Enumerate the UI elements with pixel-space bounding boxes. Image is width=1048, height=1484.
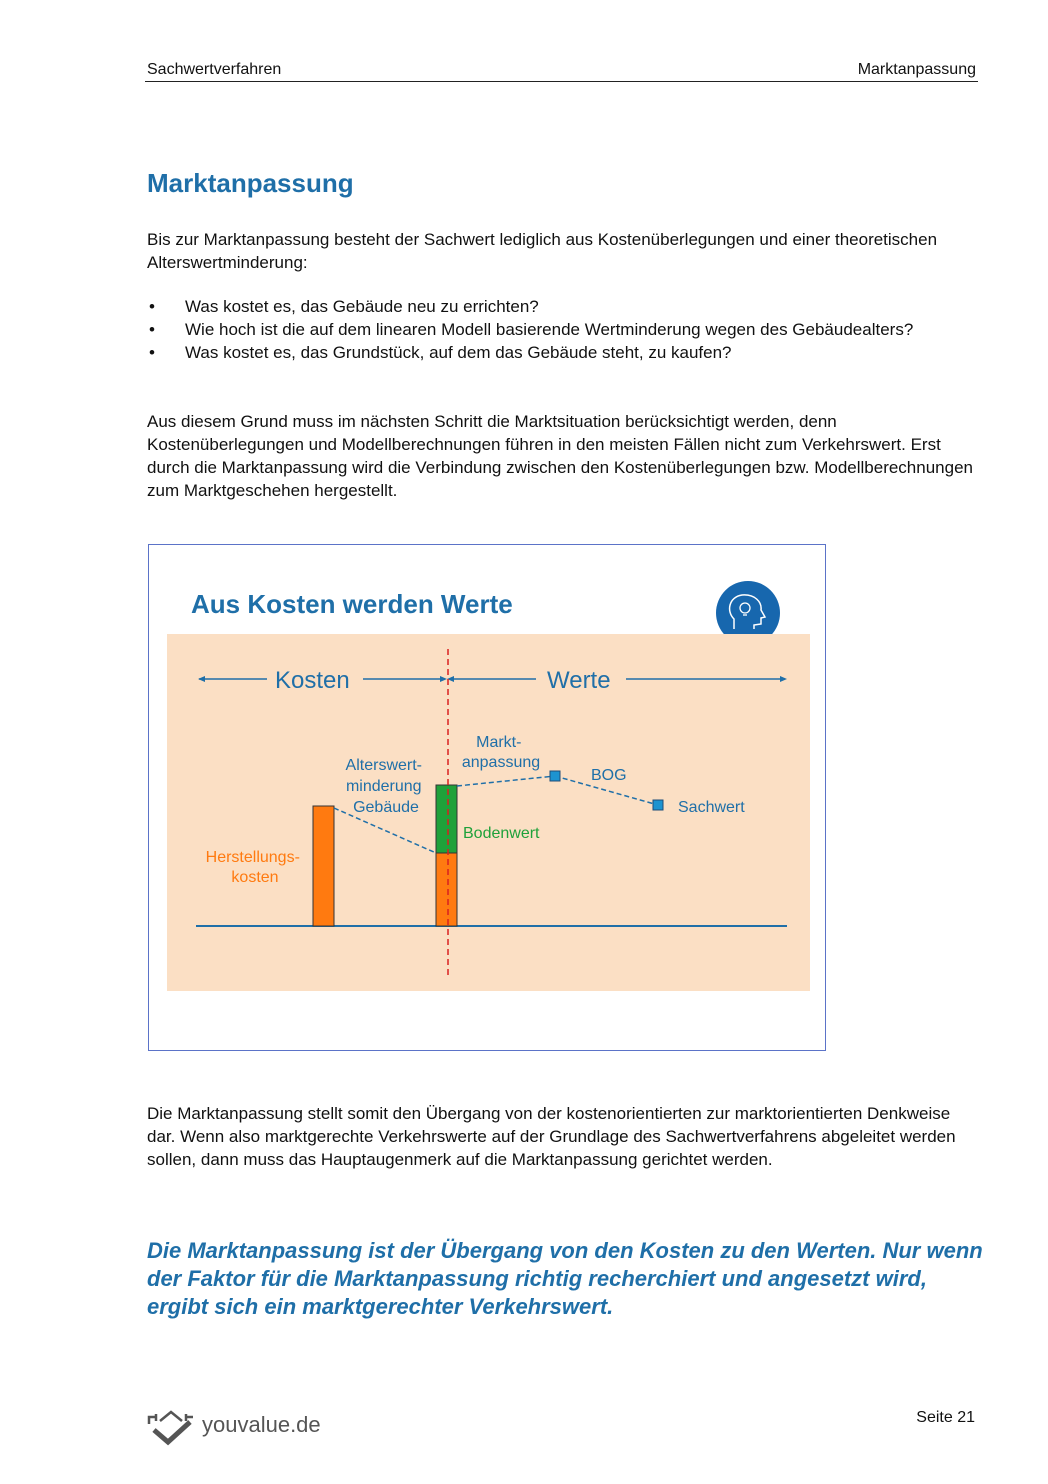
key-statement: Die Marktanpassung ist der Übergang von den Kosten zu den Werten. Nur wenn der Faktor für die Marktanpassung richtig recherchiert und angesetzt wird, ergibt sich ein marktgerechter Verkehrswert. xyxy=(147,1238,983,1319)
list-item: • Was kostet es, das Gebäude neu zu errichten? xyxy=(147,295,975,318)
herstellungskosten-bar xyxy=(313,806,334,926)
page-number: Seite 21 xyxy=(916,1409,975,1426)
header-divider xyxy=(145,81,978,82)
alterswertminderung-label: Alterswert- minderung Gebäude xyxy=(345,757,422,816)
reason-paragraph: Aus diesem Grund muss im nächsten Schritt die Marktsituation berücksichtigt werden, denn Kostenüberlegungen und Modellberechnungen führen in den meisten Fällen nicht zum Verkehrswert. Erst durch die Marktanpassung wird die Verbindung zwischen den Kostenüberlegungen bzw. Modellberechnungen zum Marktgeschehen hergestellt. xyxy=(147,412,973,500)
header-section-title: Sachwertverfahren xyxy=(147,61,282,78)
house-check-icon xyxy=(146,1408,196,1448)
marktanpassung-label: Markt- anpassung xyxy=(461,734,541,771)
bog-marker xyxy=(550,771,560,781)
page-title: Marktanpassung xyxy=(147,168,354,198)
werte-label: Werte xyxy=(547,667,611,694)
youvalue-logo xyxy=(146,1408,346,1448)
logo-text: youvalue.de xyxy=(202,1412,321,1437)
transition-paragraph: Die Marktanpassung stellt somit den Übergang von der kostenorientierten zur marktorientierten Denkweise dar. Wenn also marktgerechte Verkehrswerte auf der Grundlage des Sachwertverfahrens abgeleitet werden sollen, dann muss das Hauptaugenmerk auf die Marktanpassung gerichtet werden. xyxy=(147,1104,956,1169)
herstellungskosten-label: Herstellungs- kosten xyxy=(205,849,300,886)
list-item: • Wie hoch ist die auf dem linearen Modell basierende Wertminderung wegen des Gebäudealters? xyxy=(147,318,975,341)
sachwert-marker xyxy=(653,800,663,810)
bodenwert-label: Bodenwert xyxy=(463,825,540,842)
bog-label: BOG xyxy=(591,767,627,784)
sachwert-label: Sachwert xyxy=(678,799,745,816)
gebaeude-restwert-bar xyxy=(436,853,457,926)
figure-title: Aus Kosten werden Werte xyxy=(191,589,513,619)
list-item: • Was kostet es, das Grundstück, auf dem das Gebäude steht, zu kaufen? xyxy=(147,341,975,364)
kosten-label: Kosten xyxy=(275,667,350,694)
intro-paragraph: Bis zur Marktanpassung besteht der Sachwert lediglich aus Kostenüberlegungen und einer theoretischen Alterswertminderung: xyxy=(147,230,938,272)
bullet-list xyxy=(147,295,975,364)
figure-kosten-werte xyxy=(148,544,826,1051)
bodenwert-bar xyxy=(436,785,457,853)
header-chapter-title: Marktanpassung xyxy=(857,61,976,78)
